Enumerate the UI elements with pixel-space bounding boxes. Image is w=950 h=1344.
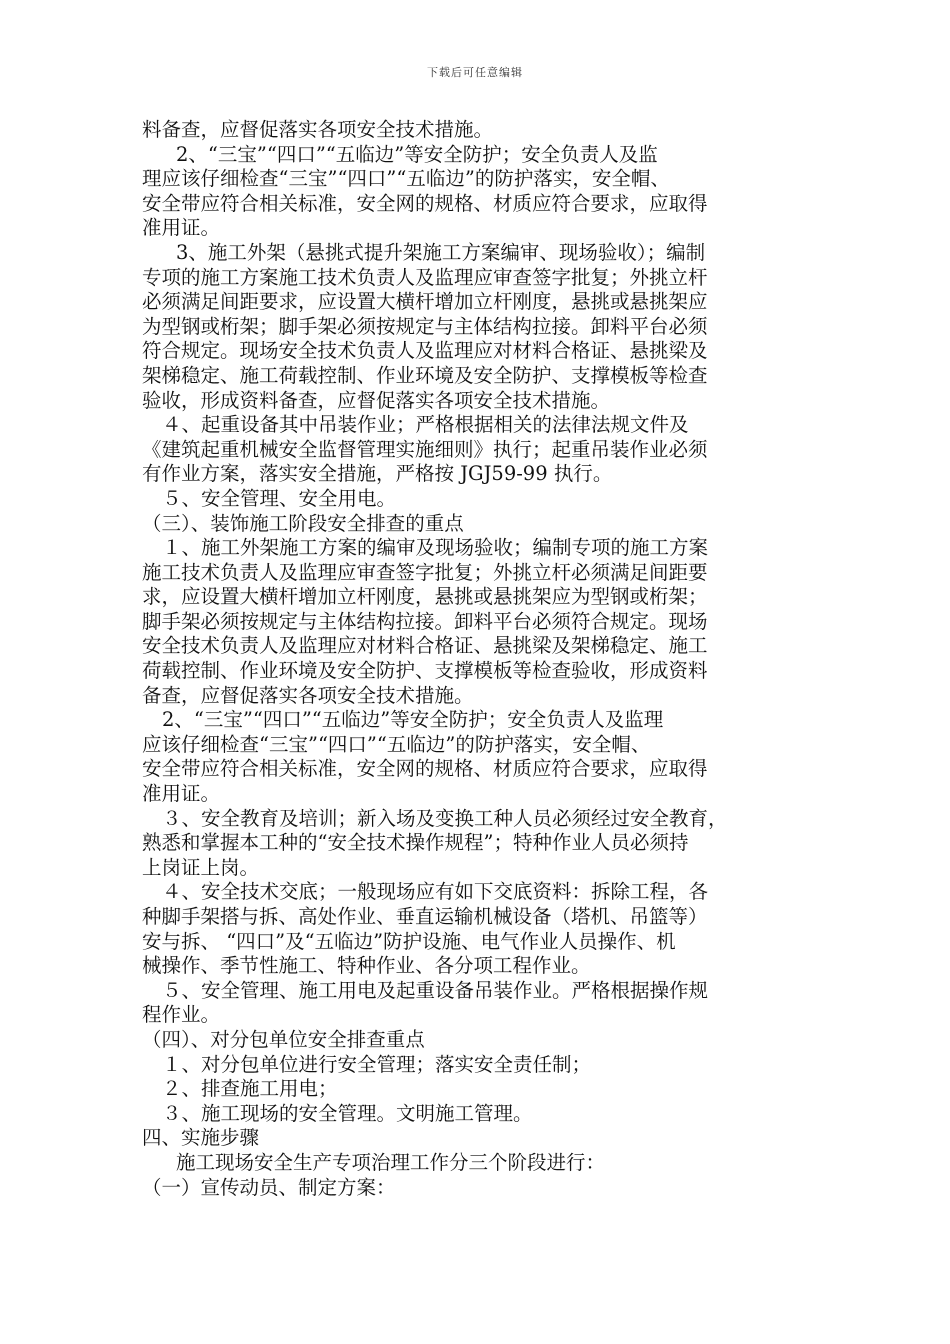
text-line: （一）宣传动员、制定方案： <box>142 1175 396 1199</box>
text-line: １、对分包单位进行安全管理；落实安全责任制； <box>162 1052 592 1076</box>
text-line: 安全带应符合相关标准，安全网的规格、材质应符合要求，应取得 <box>142 191 708 215</box>
text-line: （三）、装饰施工阶段安全排查的重点 <box>142 511 464 535</box>
text-line: 准用证。 <box>142 782 221 806</box>
text-line: ４、安全技术交底；一般现场应有如下交底资料：拆除工程，各 <box>162 880 709 904</box>
text-line: 施工现场安全生产专项治理工作分三个阶段进行： <box>176 1150 606 1174</box>
text-line: 四、实施步骤 <box>142 1126 260 1150</box>
text-line: 种脚手架搭与拆、高处作业、垂直运输机械设备（塔机、吊篮等） <box>142 905 708 928</box>
text-line: 求，应设置大横杆增加立杆刚度，悬挑或悬挑架应为型钢或桁架； <box>142 585 708 609</box>
text-line: 专项的施工方案施工技术负责人及监理应审查签字批复；外挑立杆 <box>142 265 708 289</box>
text-line: 安全技术负责人及监理应对材料合格证、悬挑梁及架梯稳定、施工 <box>142 634 708 658</box>
text-line: 验收，形成资料备查，应督促落实各项安全技术措施。 <box>142 388 611 412</box>
text-line: ５、安全管理、安全用电。 <box>162 486 397 510</box>
text-line: ５、安全管理、施工用电及起重设备吊装作业。严格根据操作规 <box>162 978 709 1002</box>
text-line: 准用证。 <box>142 216 221 240</box>
text-line: ３、安全教育及培训；新入场及变换工种人员必须经过安全教育， <box>162 806 728 830</box>
text-line: ４、起重设备其中吊装作业；严格根据相关的法律法规文件及 <box>162 413 689 437</box>
text-line: 符合规定。现场安全技术负责人及监理应对材料合格证、悬挑梁及 <box>142 339 708 363</box>
text-line: 荷载控制、作业环境及安全防护、支撑模板等检查验收，形成资料 <box>142 659 708 683</box>
text-line: 理应该仔细检查“三宝”“四口”“五临边”的防护落实，安全帽、 <box>142 167 670 191</box>
text-line: 程作业。 <box>142 1003 221 1027</box>
text-line: 脚手架必须按规定与主体结构拉接。卸料平台必须符合规定。现场 <box>142 609 708 633</box>
text-line: ２、排查施工用电； <box>162 1077 338 1101</box>
text-line: （四）、对分包单位安全排查重点 <box>142 1027 425 1051</box>
text-line: 《建筑起重机械安全监督管理实施细则》执行；起重吊装作业必须 <box>142 437 708 461</box>
text-line: 2、“三宝”“四口”“五临边”等安全防护；安全负责人及监 <box>176 142 658 166</box>
text-line: 为型钢或桁架；脚手架必须按规定与主体结构拉接。卸料平台必须 <box>142 314 708 338</box>
text-line: 2、“三宝”“四口”“五临边”等安全防护；安全负责人及监理 <box>162 708 664 732</box>
text-line: 3、施工外架（悬挑式提升架施工方案编审、现场验收）；编制 <box>176 240 706 264</box>
text-line: ３、施工现场的安全管理。文明施工管理。 <box>162 1101 533 1125</box>
text-line: 上岗证上岗。 <box>142 855 260 879</box>
text-line: １、施工外架施工方案的编审及现场验收；编制专项的施工方案 <box>162 536 709 560</box>
text-line: 安与拆、 “四口”及“五临边”防护设施、电气作业人员操作、机 <box>142 929 676 953</box>
text-line: 有作业方案，落实安全措施，严格按 JGJ59-99 执行。 <box>142 462 613 486</box>
page-header-note: 下载后可任意编辑 <box>427 66 523 79</box>
text-line: 必须满足间距要求，应设置大横杆增加立杆刚度，悬挑或悬挑架应 <box>142 290 708 314</box>
document-body <box>142 118 822 1200</box>
text-line: 应该仔细检查“三宝”“四口”“五临边”的防护落实，安全帽、 <box>142 732 651 756</box>
text-line: 架梯稳定、施工荷载控制、作业环境及安全防护、支撑模板等检查 <box>142 363 708 387</box>
text-line: 备查，应督促落实各项安全技术措施。 <box>142 683 474 707</box>
text-line: 械操作、季节性施工、特种作业、各分项工程作业。 <box>142 954 591 978</box>
text-line: 安全带应符合相关标准，安全网的规格、材质应符合要求，应取得 <box>142 757 708 781</box>
text-line: 熟悉和掌握本工种的“安全技术操作规程”；特种作业人员必须持 <box>142 831 689 855</box>
text-line: 施工技术负责人及监理应审查签字批复；外挑立杆必须满足间距要 <box>142 560 708 584</box>
text-line: 料备查，应督促落实各项安全技术措施。 <box>142 118 494 141</box>
